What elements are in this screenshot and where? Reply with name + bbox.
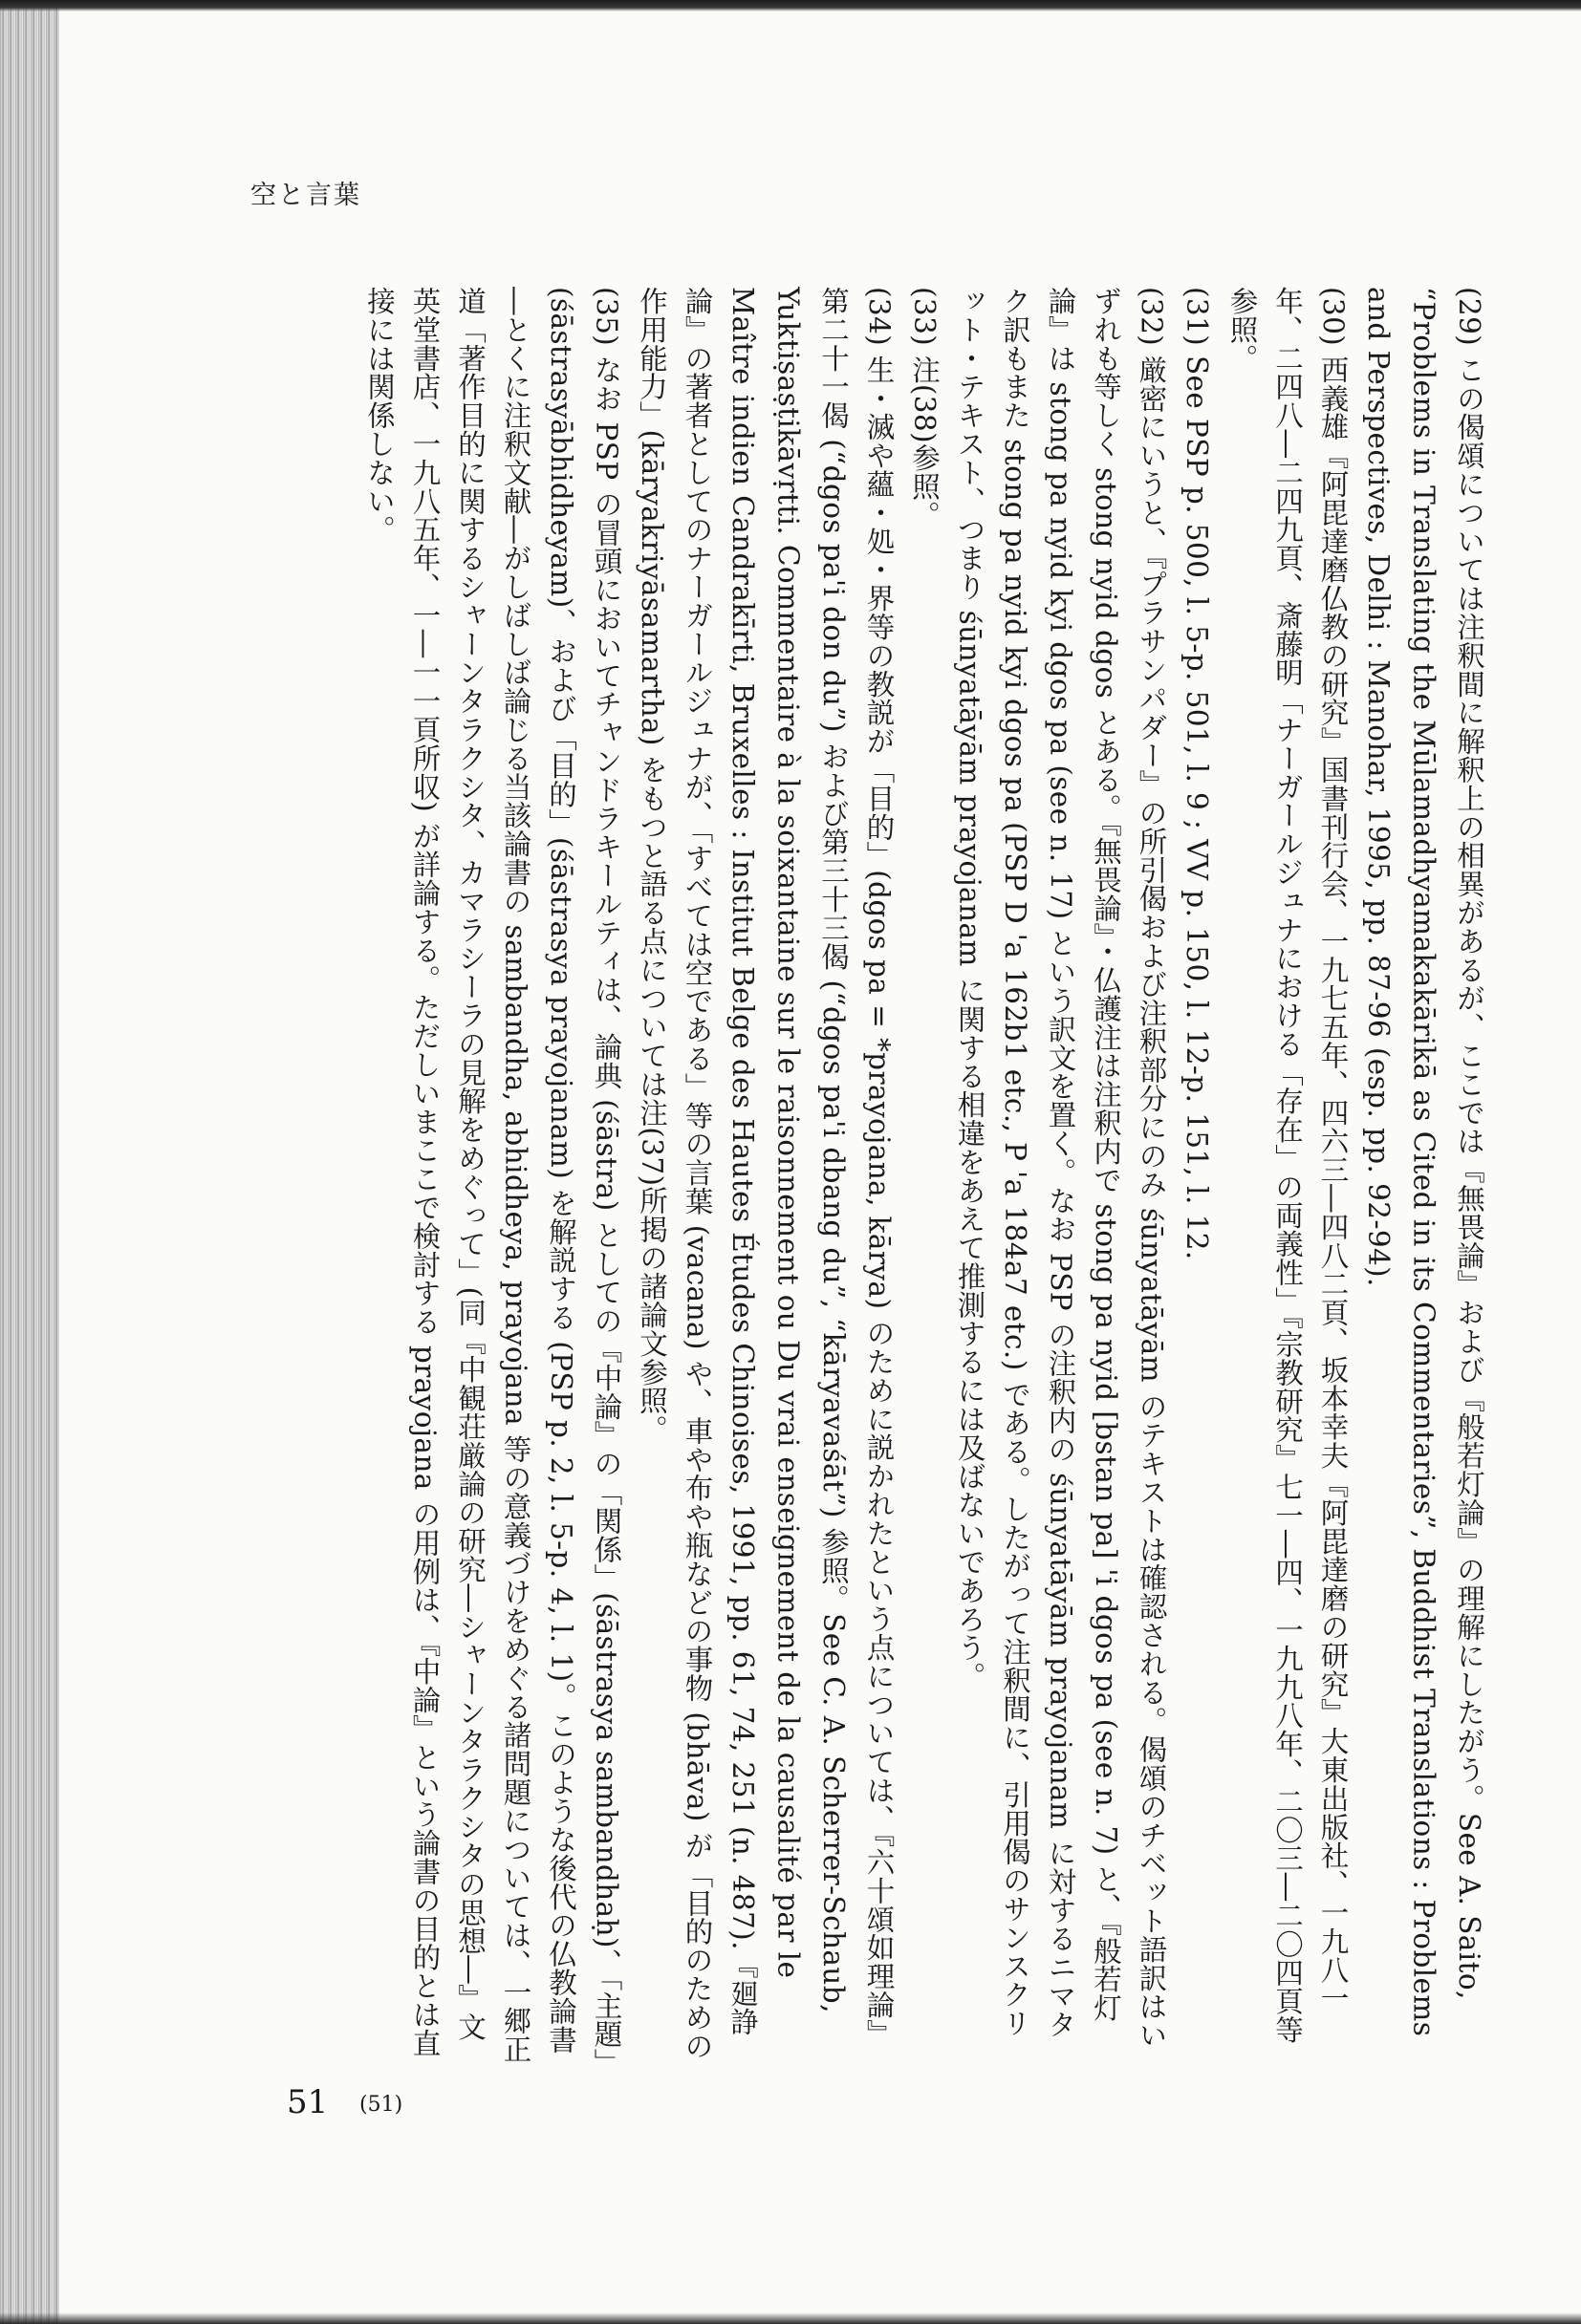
note-text: 注(38)参照。 (908, 355, 941, 529)
note-32 (946, 287, 1174, 2064)
running-head: 空と言葉 (250, 181, 361, 210)
note-number: (33) (908, 287, 941, 347)
note-text: 生・滅や蘊・処・界等の教説が「目的」(dgos pa = *prayojana, kārya) のために説かれたという点については、『六十頌如理論』第二十一偈 (“dgos pa'i don du”) および第三十三偈 (“dgos pa'i dbang du”, “kāryavaśāt”) 参照。See C. A. Scherrer-Schaub, Yuktiṣaṣṭikāvṛtti. Commentaire à la soixantaine sur le raisonnement ou Du vrai enseignement de la causalité par le Maître indien Candrakīrti, Bruxelles : Institut Belge des Hautes Études Chinoises, 1991, pp. 61, 74, 251 (n. 487).『廻諍論』の著者としてのナーガールジュナが、「すべては空である」等の言葉 (vacana) や、車や布や瓶などの事物 (bhāva) が「目的のための作用能力」(kāryakriyāsamartha) をもつと語る点については注(37)所掲の諸論文参照。 (636, 287, 896, 2060)
note-30 (1219, 287, 1355, 2064)
note-text: 西義雄『阿毘達磨仏教の研究』国書刊行会、一九七五年、四六三―四八二頁、坂本幸夫『阿毘達磨の研究』大東出版社、一九八一年、二四八―二四九頁、斎藤明「ナーガールジュナにおける「存在」の両義性」『宗教研究』七一―四、一九九八年、二〇三―二〇四頁等参照。 (1225, 287, 1350, 2045)
note-35 (357, 287, 629, 2064)
note-31 (1174, 287, 1220, 2064)
note-number: (32) (1135, 287, 1168, 347)
note-text: 厳密にいうと、『プラサンパダー』の所引偈および注釈部分にのみ śūnyatāyām のテキストは確認される。偈頌のチベット語訳はいずれも等しく stong nyid dgos とある。『無畏論』・仏護注は注釈内で stong pa nyid [bstan pa] 'i dgos pa (see n. 7) と、『般若灯論』は stong pa nyid kyi dgos pa (see n. 17) という訳文を置く。なお PSP の注釈内の śūnyatāyām prayojanam に対するニマタク訳もまた stong pa nyid kyi dgos pa (PSP D 'a 162b1 etc., P 'a 184a7 etc.) である。したがって注釈間に、引用偈のサンスクリット・テキスト、つまり śūnyatāyām prayojanam に関する相違をあえて推測するには及ばないであろう。 (953, 287, 1168, 2050)
note-text: See PSP p. 500, l. 5-p. 501, l. 9 ; VV p. 150, l. 12-p. 151, l. 12. (1180, 355, 1213, 1260)
note-33 (901, 287, 947, 2064)
scan-bottom-edge (0, 2313, 1581, 2324)
note-number: (29) (1453, 287, 1485, 347)
note-number: (34) (862, 287, 896, 347)
page-number: 51 (287, 2083, 329, 2121)
note-number: (31) (1180, 287, 1213, 347)
note-text: なお PSP の冒頭においてチャンドラキールティは、論典 (śāstra) としての『中論』の「関係」(śāstrasya sambandhaḥ)、「主題」(śāstrasyābhidheyam)、および「目的」(śāstrasya prayojanam) を解説する (PSP p. 2, l. 5-p. 4, l. 1)。このような後代の仏教論書―とくに注釈文献―がしばしば論じる当該論書の sambandha, abhidheya, prayojana 等の意義づけをめぐる諸問題については、一郷正道「著作目的に関するシャーンタラクシタ、カマラシーラの見解をめぐって」(同『中観荘厳論の研究―シャーンタラクシタの思想―』文英堂書店、一九八五年、一―一一頁所収) が詳論する。ただしいまここで検討する prayojana の用例は、『中論』という論書の目的とは直接には関係しない。 (363, 287, 623, 2064)
scan-binding-shadow (0, 0, 59, 2324)
note-29 (1355, 287, 1492, 2064)
note-34 (629, 287, 901, 2064)
page-number-parenthetical: (51) (359, 2093, 403, 2117)
note-number: (35) (590, 287, 623, 347)
note-number: (30) (1316, 287, 1350, 347)
endnotes-vertical-text (277, 287, 1491, 2064)
note-text: この偈頌については注釈間に解釈上の相異があるが、ここでは『無畏論』および『般若灯論』の理解にしたがう。See A. Saito, “Problems in Translating the Mūlamadhyamakakārikā as Cited in its Commentaries”, Buddhist Translations : Problems and Perspectives, Delhi : Manohar, 1995, pp. 87-96 (esp. pp. 92-94). (1362, 287, 1485, 2037)
scan-top-edge (0, 0, 1581, 11)
